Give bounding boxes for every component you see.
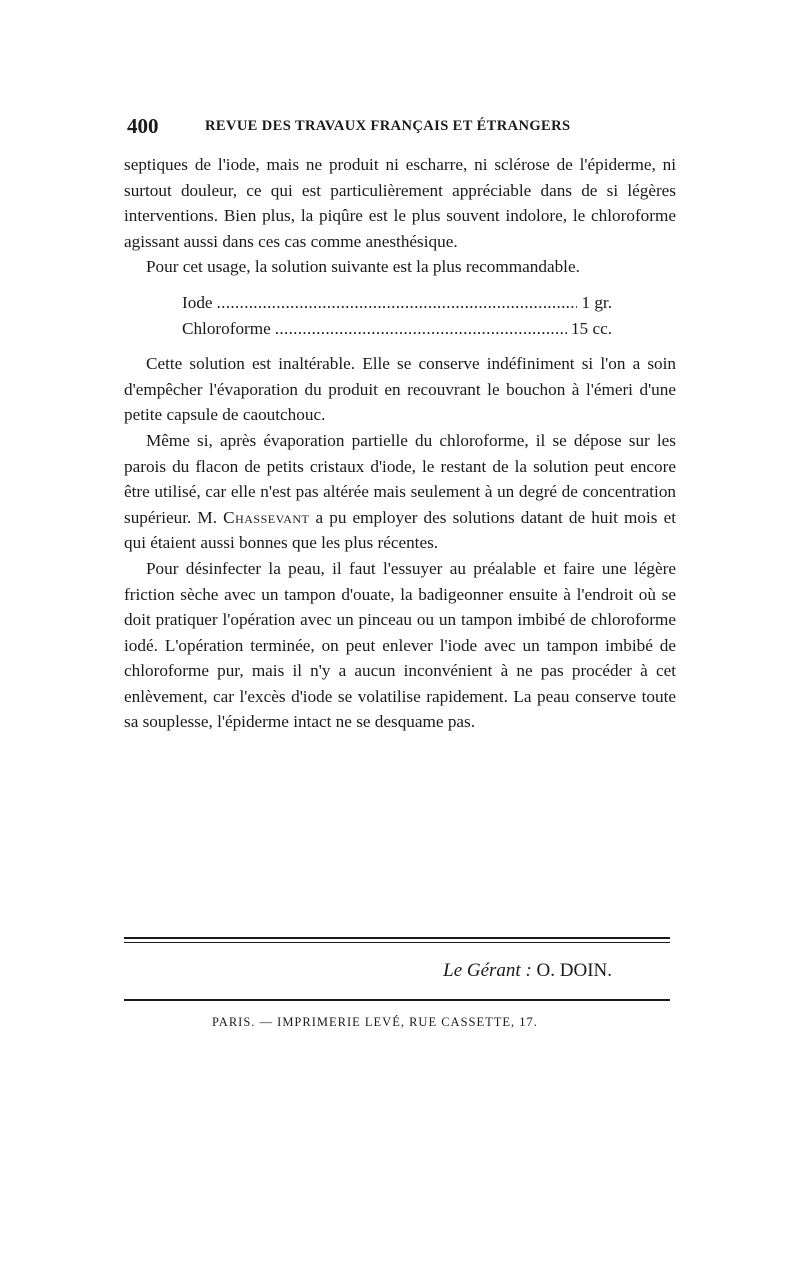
printer-imprint: PARIS. — IMPRIMERIE LEVÉ, RUE CASSETTE, 17. [212, 1015, 538, 1029]
ingredient-name: Chloroforme [182, 318, 271, 338]
recipe-table [182, 290, 612, 341]
paragraph-3: Cette solution est inaltérable. Elle se conserve indéfiniment si l'on a soin d'empêcher l'évaporation du produit en recouvrant le bouchon à l'émeri d'une petite capsule de caoutchouc. [124, 354, 676, 425]
running-title: REVUE DES TRAVAUX FRANÇAIS ET ÉTRANGERS [205, 118, 571, 134]
divider-thick [124, 937, 670, 939]
divider-thin [124, 942, 670, 943]
dot-leader [275, 316, 567, 342]
signature-label: Le Gérant : [443, 960, 532, 981]
recipe-row-chloroforme [182, 316, 612, 342]
recipe-row-iode [182, 290, 612, 316]
paragraph-5: Pour désinfecter la peau, il faut l'essuyer au préalable et faire une légère friction sèche avec un tampon d'ouate, la badigeonner ensuite à l'endroit où se doit pratiquer l'opération avec un pinceau ou un tampon imbibé de chloroforme iodé. L'opération terminée, on peut enlever l'iode avec un tampon imbibé de chloroforme pur, mais il n'y a aucun inconvénient à ne pas procéder à cet enlèvement, car l'excès d'iode se volatilise rapidement. La peau conserve toute sa souplesse, l'épiderme intact ne se desquame pas. [124, 558, 676, 732]
divider-bottom [124, 999, 670, 1001]
paragraph-4-text-start: Même si, après évaporation partielle du chloroforme, il se dépose sur les parois du flacon de petits cristaux d'iode, le restant de la solution peut encore être utilisé, car elle n'est pas altérée mais seulement à un degré de concentration supérieur. M. [124, 430, 676, 527]
ingredient-quantity: 1 gr. [581, 292, 612, 312]
dot-leader [217, 290, 578, 316]
paragraph-4-text-end: a pu employer des solutions datant de huit mois et qui étaient aussi bonnes que les plus récentes. [124, 507, 676, 553]
paragraph-2: Pour cet usage, la solution suivante est la plus recommandable. [146, 257, 580, 277]
signature-line [124, 960, 612, 982]
paragraph-1: septiques de l'iode, mais ne produit ni escharre, ni sclérose de l'épiderme, ni surtout douleur, ce qui est particulièrement appréciable dans de si légères interventions. Bien plus, la piqûre est le plus souvent indolore, le chloroforme agissant aussi dans ces cas comme anesthésique. [124, 155, 676, 251]
page-header [127, 114, 672, 144]
article-body [124, 152, 676, 735]
paragraph-4 [124, 428, 676, 556]
signature-name: O. DOIN. [536, 960, 612, 981]
ingredient-name: Iode [182, 292, 213, 312]
page-number: 400 [127, 114, 159, 138]
ingredient-quantity: 15 cc. [570, 318, 612, 338]
author-name: Chassevant [223, 507, 310, 527]
